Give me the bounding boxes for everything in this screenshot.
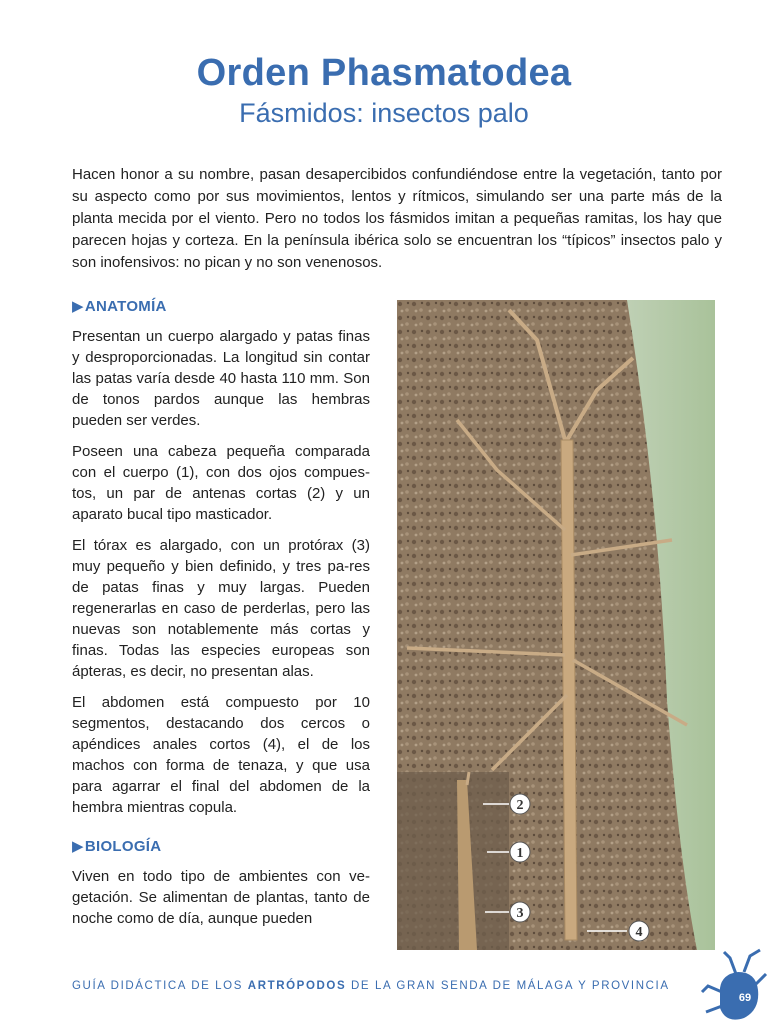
anatomia-paragraph: El abdomen está compuesto por 10 segmentos, destacando dos cercos o apéndices anales cortos (4), el de los machos con forma de tenaza, y que usa para agarrar el final del abdomen de la hembra mientras copula. <box>72 694 370 816</box>
footer-text <box>72 980 712 992</box>
anatomia-paragraph: Poseen una cabeza pequeña comparada con el cuerpo (1), con dos ojos compues-tos, un par de antenas cortas (2) y un aparato bucal tipo masticador. <box>72 443 370 523</box>
text-column <box>72 296 370 939</box>
triangle-bullet-icon: ▶ <box>72 838 84 855</box>
intro-paragraph: Hacen honor a su nombre, pasan desapercibidos confundiéndose entre la vegetación, tanto por su aspecto como por sus movimientos, lentos y rítmicos, simulando ser una parte más de la planta mecida por el viento. Pero no todos los fásmidos imitan a pequeñas ramitas, los hay que parecen hojas y corteza. En la península ibérica solo se encuentran los “típicos” insectos palo y son inofensivos: no pican y no son venenosos. <box>72 166 722 271</box>
insect-silhouette-icon <box>700 948 768 1024</box>
footer-bold: ARTRÓPODOS <box>247 980 347 992</box>
triangle-bullet-icon: ▶ <box>72 298 84 315</box>
section-heading-label: ANATOMÍA <box>84 298 167 315</box>
callout-label: 4 <box>635 925 643 940</box>
callout-label: 3 <box>516 906 524 921</box>
section-heading-label: BIOLOGÍA <box>84 838 162 855</box>
biologia-paragraph: Viven en todo tipo de ambientes con ve-getación. Se alimentan de plantas, tanto de noche como de día, aunque pueden <box>72 868 370 927</box>
page-number: 69 <box>738 992 752 1004</box>
stick-insect-illustration <box>397 300 715 950</box>
callout-label: 2 <box>516 798 524 813</box>
stick-insect-photo <box>397 300 715 950</box>
section-heading-biologia <box>72 836 370 857</box>
footer-post: DE LA GRAN SENDA DE MÁLAGA Y PROVINCIA <box>346 980 670 992</box>
callout-label: 1 <box>516 846 524 861</box>
footer-pre: GUÍA DIDÁCTICA DE LOS <box>72 980 248 992</box>
page-title: Orden Phasmatodea <box>196 52 572 94</box>
anatomia-paragraph: El tórax es alargado, con un protórax (3) muy pequeño y bien definido, y tres pa-res de patas finas y muy largas. Pueden regenerarlas en caso de perderlas, pero las nuevas son notablemente más cortas y finas. Todas las especies europeas son ápteras, es decir, no presentan alas. <box>72 537 370 680</box>
anatomia-paragraph: Presentan un cuerpo alargado y patas finas y desproporcionadas. La longitud sin contar las patas varía desde 40 hasta 110 mm. Son de tonos pardos aunque las hembras pueden ser verdes. <box>72 328 370 429</box>
page-subtitle: Fásmidos: insectos palo <box>239 98 529 128</box>
section-heading-anatomia <box>72 296 370 317</box>
